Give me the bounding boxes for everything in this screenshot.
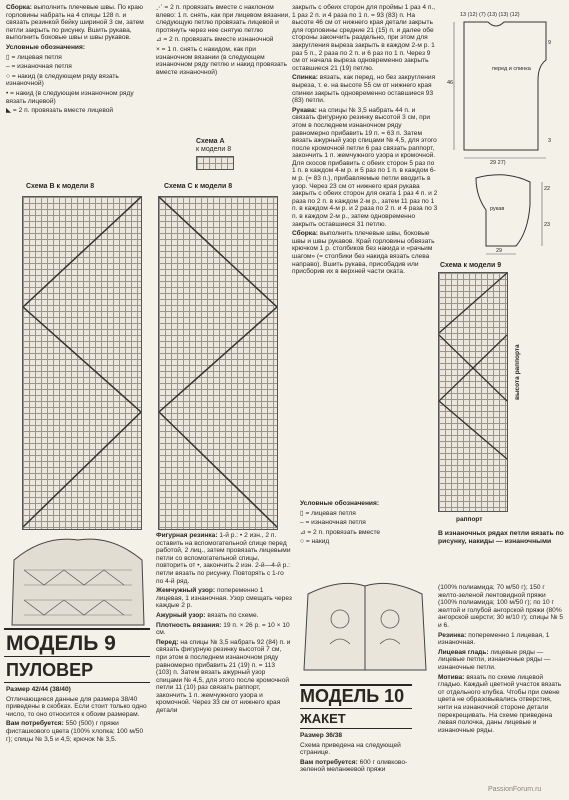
legend-purl: – = изнаночная петля: [6, 63, 72, 71]
scheme-c-diagonals: [159, 197, 277, 529]
legend-m9-tog-symbol: ⊿: [300, 528, 308, 536]
measure-sleeve: рукав: [490, 206, 505, 212]
model9-note: Отличающиеся данные для размера 38/40 приведены в скобках. Если стоит только одно число, то оно относится к обоим размерам.: [6, 695, 147, 718]
measure-sleeve-bottom: 29: [496, 248, 503, 254]
measure-top-nums: 13 (12) (7) (13) (13) (12): [460, 12, 520, 18]
model10-instructions: [438, 584, 564, 736]
legend-m9-yo-symbol: ○: [300, 538, 306, 546]
model9-materials-title: Вам потребуется:: [6, 720, 64, 728]
measure-3: 3: [548, 138, 552, 144]
legend-yarnover-knit: • = накид (в следующем изнаночном ряду вязать лицевой): [6, 89, 134, 105]
legend-m9-title: Условные обозначения:: [300, 500, 380, 507]
legend-m9-tog: = 2 п. провязать вместе: [307, 528, 381, 536]
front-body: на спицы № 3,5 набрать 92 (84) п. и связать фигурную резинку высотой 7 см, при этом в последнем изнаночном ряду равномерно прибавить 21 (19) п. = 113 (103) п. Затем вязать ажурный узор спицами № 4,5, для этого после кромочной петли 11 (10) раз связать раппорт, закончить 1 п. жемчужного узора и кромочной. Через 33 см от нижнего края детали: [156, 638, 291, 715]
legend-yarnover: ○ = накид (в следующем ряду вязать изнаночной): [6, 72, 119, 88]
model10-size: Размер 36/38: [300, 732, 343, 739]
rib-body: 1-й р.: • 2 изн., 2 п. оставить на вспомогательной спице перед работой, 2 лиц., затем провязать лицевыми петли со вспомогательной спицы, повторить от •, закончить 2 изн. 2-й—4-й р.: петли вязать по рисунку. Повторять с 1-го по 4-й ряд.: [156, 532, 291, 585]
lace-title: Ажурный узор:: [156, 611, 206, 619]
scheme-c-title: Схема С к модели 8: [164, 183, 233, 190]
legend-title: Условные обозначения:: [6, 43, 86, 51]
pearl-body: попеременно 1 лицевая, 1 изнаночная. Узор смещать через каждые 2 р.: [156, 587, 292, 610]
scheme-b-chart: [22, 196, 142, 530]
measure-sketches: [446, 10, 564, 260]
scheme-a-title: Схема А: [196, 138, 225, 145]
assembly-body: выполнить плечевые швы. По краю горловины набрать на 4 спицы 128 п. и связать резинкой бейку шириной 3 см, затем петли закрыть по рисунку. Вшить рукава, выполнить боковые швы и швы рукавов.: [6, 4, 144, 42]
scheme-m9-diagonals: [439, 273, 507, 511]
measure-23: 23: [544, 222, 551, 228]
model9-size: Размер 42/44 (38/40): [6, 686, 71, 693]
model9-title: МОДЕЛЬ 9: [6, 632, 116, 655]
model10-stockinette-title: Лицевая гладь:: [438, 648, 489, 656]
model10-details: [300, 732, 430, 776]
gauge-body: 19 п. × 26 р. = 10 × 10 см.: [156, 621, 290, 637]
watermark: PassionForum.ru: [488, 786, 542, 793]
legend-knit: ▯ = лицевая петля: [6, 53, 62, 61]
legend-m9: [300, 500, 430, 548]
assembly2-body: выполнить плечевые швы, боковые швы и швы рукавов. Край горловины обвязать крючком 1 р. столбиков без накида и «рачьим шагом» (= столбики без накида вязать слева направо). Вшить рукава, присобадив или присборив их в верхней части оката.: [292, 230, 435, 276]
back-title: Спинка:: [292, 74, 318, 82]
assembly-text-col1: [6, 4, 148, 117]
model10-materials-cont: (100% полиамида; 70 м/50 г); 150 г желто-зеленой лентовидной пряжи (100% полиамида; 100 м/50 г); по 10 г желтой и голубой ангорской пряжи (80% ангорской шерсти; 30 м/10 г); спицы № 5 и 6.: [438, 584, 564, 629]
instructions-col3: [292, 4, 438, 278]
model10-title: МОДЕЛЬ 10: [300, 686, 405, 706]
model10-motif: вязать по схеме лицевой гладью. Каждый цветной участок вязать от отдельного клубка. Чтобы при смене цвета не образовывались отверстия, нити на изнаночной стороне детали перекрещивать. На схеме приведена левая полочка, даны лицевые и изнаночные ряды.: [438, 673, 562, 734]
legend-m9-yo: = накид: [305, 538, 330, 546]
assembly-title: Сборка:: [6, 4, 32, 11]
legend-m9-purl-symbol: –: [300, 519, 306, 527]
model9-materials: 550 (500) г пряжи фисташкового цвета (100% хлопка; 100 м/50 г); спицы № 3,5 и 4,5; крючок № 3,5.: [6, 720, 144, 743]
model10-subtitle: ЖАКЕТ: [300, 711, 346, 726]
measure-22: 22: [544, 186, 551, 192]
front-title: Перед:: [156, 638, 179, 646]
legend-k2tog: ◣ = 2 п. провязать вместе лицевой: [6, 107, 114, 115]
model10-bottom-rule: [300, 728, 412, 729]
measure-46: 46: [447, 80, 454, 86]
rapport-label: раппорт: [456, 516, 483, 523]
measure-9: 9: [548, 40, 552, 46]
model10-mid-rule: [300, 708, 412, 709]
sleeves-body: на спицы № 3,5 набрать 44 п. и связать фигурную резинку высотой 3 см, при этом в последнем изнаночном ряду равномерно прибавить 19 п. = 63 п. Затем вязать ажурный узор спицами № 4,5, для этого после кромочной петли 6 раз связать раппорт, закончить 1 п. жемчужного узора и кромочной. Для скосов прибавить с обеих сторон 5 раз по 1 п. в каждом 4-м р. и 5 раз по 1 п. в каждом 6-м р. (= 83 п.), прибавляемые петли вводить в узор. Через 23 см от нижнего края рукава закрыть с обеих сторон для оката 1 раз 4 п. и 2 раза по 2 п. в каждом 2-м р., затем 11 раз по 1 п. в каждом 4-м р. и 2 раза по 2 п. и 4 раза по 3 п. в каждом 2-м р., затем одновременно закрыть оставшиеся 31 петлю.: [292, 106, 438, 228]
scheme-m9-chart: [438, 272, 508, 512]
sweater-illustration: [4, 530, 152, 630]
model10-rib: попеременно 1 лицевая, 1 изнаночная.: [438, 631, 550, 647]
symbol-p2tog: ⊿ = 2 п. провязать вместе изнаночной: [156, 36, 274, 44]
model9-bottom-rule: [4, 682, 150, 683]
model9-top-rule: [4, 628, 150, 630]
model10-materials-title: Вам потребуется:: [300, 758, 358, 766]
model10-materials: 600 г оливково-зеленой меланжевой пряжи: [300, 758, 408, 774]
sweater-drawing: [4, 530, 152, 630]
front-continued: закрыть с обеих сторон для проймы 1 раз 4 п., 1 раз 2 п. и 4 раза по 1 п. = 93 (83) п. На высоте 46 см от нижнего края детали закрыть для горловины средние 21 (15) п. и далее обе стороны закончить раздельно, при этом для закругления выреза закрыть в каждом 2-м р. 1 раз 5 п., 2 раза по 2 п. и 6 раз по 1 п. Через 9 см от начала выреза одновременно закрыть оставшиеся 21 (19) петлю.: [292, 4, 436, 72]
gauge-title: Плотность вязания:: [156, 621, 222, 629]
model10-motif-title: Мотива:: [438, 673, 465, 681]
scheme-m9-title: Схема к модели 9: [440, 262, 502, 269]
scheme-a-sub: к модели 8: [196, 146, 232, 153]
sleeves-title: Рукава:: [292, 106, 317, 114]
lace-body: вязать по схеме.: [207, 611, 259, 619]
legend-m9-note: В изнаночных рядах петли вязать по рисунку, накиды — изнаночными: [438, 530, 564, 545]
measure-front-back: перед и спинка: [492, 66, 531, 72]
model10-rib-title: Резинка:: [438, 631, 467, 639]
scheme-c-chart: [158, 196, 278, 530]
scheme-b-title: Схема В к модели 8: [26, 183, 95, 190]
scheme-b-diagonals: [23, 197, 141, 529]
jacket-illustration: [300, 574, 430, 674]
symbol-ssk: ⋰ = 2 п. провязать вместе с наклоном влево: 1 п. снять, как при лицевом вязании, следующую петлю провязать лицевой и протянуть через нее снятую петлю: [156, 4, 291, 34]
back-body: вязать, как перед, но без закругления выреза, т. е. на высоте 55 см от нижнего края спинки закрыть одновременно оставшиеся 93 (83) петли.: [292, 74, 436, 105]
scheme-a-chart: [196, 156, 234, 170]
rapport-height-label: высота раппорта: [514, 344, 521, 400]
model9-subtitle: ПУЛОВЕР: [6, 660, 94, 680]
jacket-drawing: [300, 574, 430, 674]
pearl-title: Жемчужный узор:: [156, 587, 216, 595]
measure-bottom: 29 27): [490, 160, 506, 166]
assembly2-title: Сборка:: [292, 230, 318, 238]
model9-details: [6, 686, 150, 745]
model9-instructions: [156, 532, 292, 717]
model10-stockinette: лицевые ряды — лицевые петли, изнаночные ряды — изнаночные петли.: [438, 648, 551, 671]
symbols-text-col2: [156, 4, 292, 78]
model10-scheme-note: Схема приведена на следующей странице.: [300, 741, 401, 757]
rib-title: Фигурная резинка:: [156, 532, 218, 539]
symbol-slip: × = 1 п. снять с накидом, как при изнаночном вязании (в следующем изнаночном ряду петлю и накид провязать вместе изнаночной): [156, 45, 287, 76]
legend-m9-knit-symbol: ▯: [300, 509, 306, 517]
legend-m9-knit: = лицевая петля: [305, 509, 356, 517]
model9-mid-rule: [4, 656, 150, 657]
legend-m9-purl: = изнаночная петля: [305, 519, 366, 527]
